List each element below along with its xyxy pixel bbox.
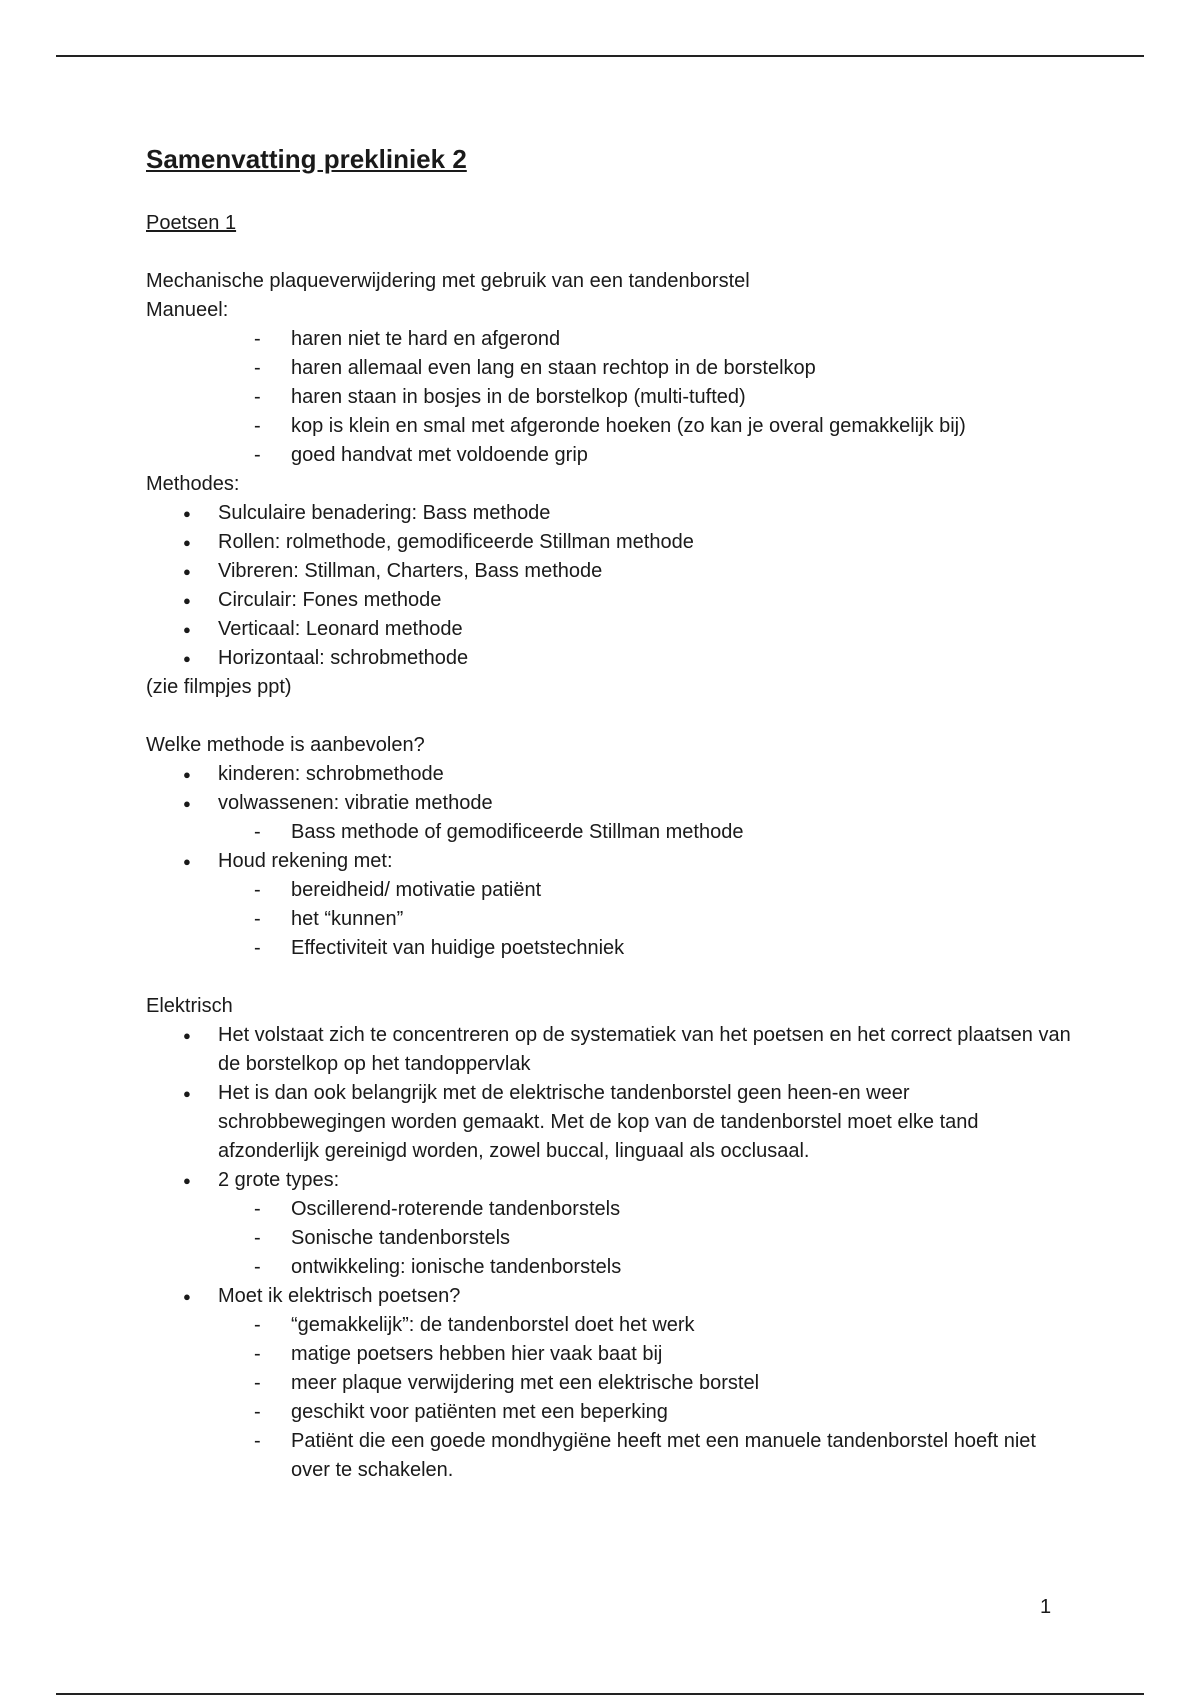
list-item: - Effectiviteit van huidige poetstechniek [218,934,1076,963]
list-item: - geschikt voor patiënten met een beperking [218,1398,1076,1427]
list-item: - haren allemaal even lang en staan rechtop in de borstelkop [146,354,1076,383]
manueel-label: Manueel: [146,299,229,321]
intro-text: Mechanische plaqueverwijdering met gebruik van een tandenborstel [146,270,750,292]
list-item: ● Circulair: Fones methode [146,586,1076,615]
list-item: ● volwassenen: vibratie methode - Bass methode of gemodificeerde Stillman methode [146,789,1076,847]
list-item: ● Rollen: rolmethode, gemodificeerde Stillman methode [146,528,1076,557]
list-item: ● Het is dan ook belangrijk met de elektrische tandenborstel geen heen-en weer schrobbewegingen worden gemaakt. Met de kop van de tandenborstel moet elke tand afzonderlijk gereinigd worden, zowel buccal, linguaal als occlusaal. [146,1079,1076,1166]
list-item: - “gemakkelijk”: de tandenborstel doet het werk [218,1311,1076,1340]
moet-sublist [218,1311,1076,1485]
list-item: - Bass methode of gemodificeerde Stillman methode [218,818,1076,847]
list-item: ● 2 grote types: - Oscillerend-roterende tandenborstels - Sonische tandenborstels - ontwikkeling: ionische tandenborstels [146,1166,1076,1282]
elektrisch-list [146,1021,1076,1485]
aanbevolen-list [146,760,1076,963]
list-item: - kop is klein en smal met afgeronde hoeken (zo kan je overal gemakkelijk bij) [146,412,1076,441]
list-item: - matige poetsers hebben hier vaak baat bij [218,1340,1076,1369]
top-rule [56,55,1144,57]
list-item: - het “kunnen” [218,905,1076,934]
houd-rekening-sublist [218,876,1076,963]
list-item: ● kinderen: schrobmethode [146,760,1076,789]
section-heading: Poetsen 1 [146,212,237,234]
aanbevolen-question: Welke methode is aanbevolen? [146,734,425,756]
list-item: - goed handvat met voldoende grip [146,441,1076,470]
list-item: ● Houd rekening met: - bereidheid/ motivatie patiënt - het “kunnen” - Effectiviteit van huidige poetstechniek [146,847,1076,963]
list-item: - haren niet te hard en afgerond [146,325,1076,354]
list-item: - haren staan in bosjes in de borstelkop (multi-tufted) [146,383,1076,412]
list-item: ● Het volstaat zich te concentreren op de systematiek van het poetsen en het correct plaatsen van de borstelkop op het tandoppervlak [146,1021,1076,1079]
list-item: - Patiënt die een goede mondhygiëne heeft met een manuele tandenborstel hoeft niet over te schakelen. [218,1427,1076,1485]
methodes-list [146,499,1076,673]
document-title: Samenvatting prekliniek 2 [146,144,467,174]
list-item: ● Horizontaal: schrobmethode [146,644,1076,673]
list-item: ● Vibreren: Stillman, Charters, Bass methode [146,557,1076,586]
methodes-note: (zie filmpjes ppt) [146,676,292,698]
elektrisch-label: Elektrisch [146,995,233,1017]
list-item: - Sonische tandenborstels [218,1224,1076,1253]
list-item: - ontwikkeling: ionische tandenborstels [218,1253,1076,1282]
page-number: 1 [1040,1596,1052,1618]
list-item: - meer plaque verwijdering met een elektrische borstel [218,1369,1076,1398]
manueel-list [146,325,1076,470]
list-item: - Oscillerend-roterende tandenborstels [218,1195,1076,1224]
volwassenen-sublist [218,818,1076,847]
types-sublist [218,1195,1076,1282]
list-item: ● Sulculaire benadering: Bass methode [146,499,1076,528]
methodes-label: Methodes: [146,473,240,495]
list-item: ● Verticaal: Leonard methode [146,615,1076,644]
list-item: ● Moet ik elektrisch poetsen? - “gemakkelijk”: de tandenborstel doet het werk - matige poetsers hebben hier vaak baat bij - meer plaque verwijdering met een elektrische borstel - geschikt voor patiënten met een beperking - Patiënt die een goede mondhygiëne heeft met een manuele tandenborstel hoeft niet over te schakelen. [146,1282,1076,1485]
list-item: - bereidheid/ motivatie patiënt [218,876,1076,905]
document-body [146,142,1076,1485]
bottom-rule [56,1693,1144,1695]
